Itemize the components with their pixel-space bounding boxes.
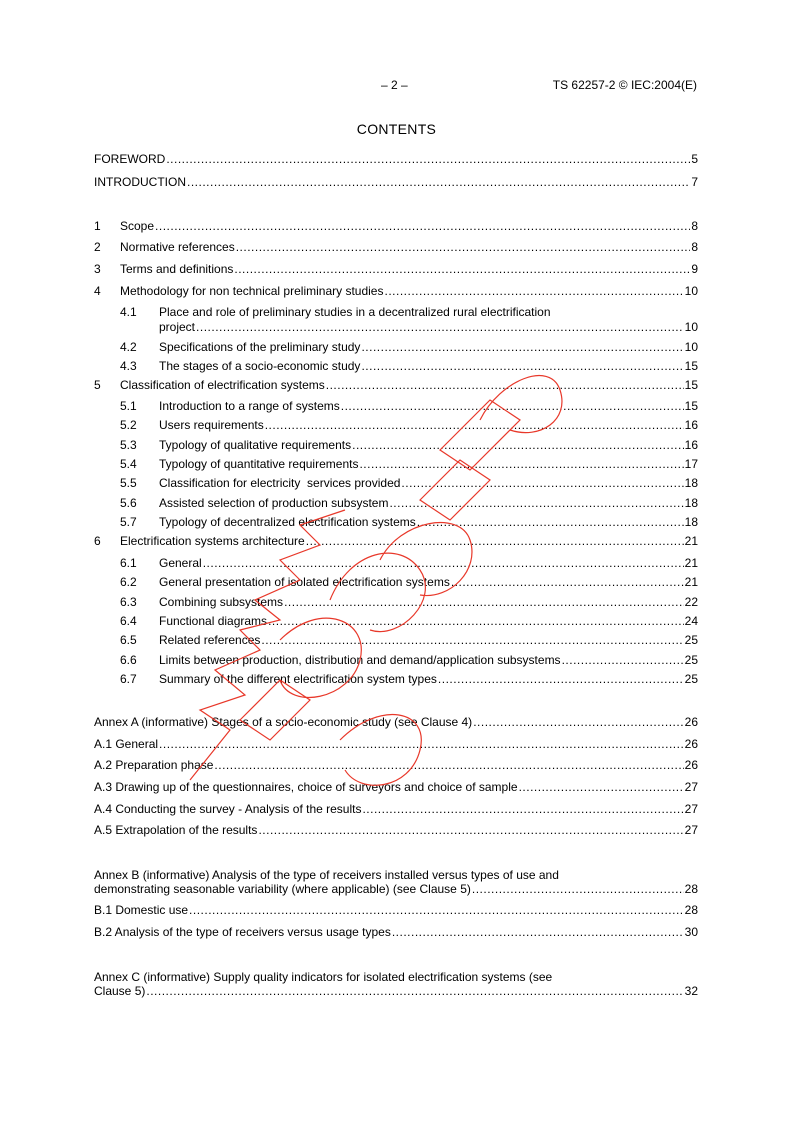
watermark-stroke: [280, 618, 361, 697]
toc-entry-5-7[interactable]: 5.7 Typology of decentralized electrification systems ..... 18: [94, 515, 698, 529]
toc-entry-foreword[interactable]: FOREWORD ..... 5: [94, 152, 698, 166]
toc-entry-2[interactable]: 2 Normative references ..... 8: [94, 240, 698, 254]
toc-entry-5-1[interactable]: 5.1 Introduction to a range of systems ..... 15: [94, 399, 698, 413]
toc-entry-b-2[interactable]: B.2 Analysis of the type of receivers versus usage types ..... 30: [94, 925, 698, 939]
toc-entry-6-4[interactable]: 6.4 Functional diagrams ..... 24: [94, 614, 698, 628]
toc-entry-6-2[interactable]: 6.2 General presentation of isolated electrification systems ..... 21: [94, 575, 698, 589]
toc-entry-4-1-cont[interactable]: project ..... 10: [94, 320, 698, 334]
toc-entry-6-1[interactable]: 6.1 General ..... 21: [94, 556, 698, 570]
toc-entry-6-7[interactable]: 6.7 Summary of the different electrification system types ..... 25: [94, 672, 698, 686]
toc-entry-5[interactable]: 5 Classification of electrification systems ..... 15: [94, 378, 698, 392]
watermark-stroke: [380, 523, 472, 596]
toc-entry-5-2[interactable]: 5.2 Users requirements ..... 16: [94, 418, 698, 432]
toc-entry-4-2[interactable]: 4.2 Specifications of the preliminary study ..... 10: [94, 340, 698, 354]
toc-entry-introduction[interactable]: INTRODUCTION ..... 7: [94, 175, 698, 189]
toc-entry-5-5[interactable]: 5.5 Classification for electricity services provided ..... 18: [94, 476, 698, 490]
toc-entry-a-2[interactable]: A.2 Preparation phase ..... 26: [94, 758, 698, 772]
watermark-stroke: [190, 510, 345, 780]
toc-entry-annex-c-cont[interactable]: Clause 5) ..... 32: [94, 984, 698, 998]
toc-entry-5-4[interactable]: 5.4 Typology of quantitative requirements ..... 17: [94, 457, 698, 471]
page-title: CONTENTS: [356, 121, 437, 137]
toc-entry-6-5[interactable]: 6.5 Related references ..... 25: [94, 633, 698, 647]
watermark: [160, 300, 580, 820]
toc-entry-6-3[interactable]: 6.3 Combining subsystems ..... 22: [94, 595, 698, 609]
watermark-stroke: [440, 400, 520, 470]
toc-entry-annex-a[interactable]: Annex A (informative) Stages of a socio-economic study (see Clause 4) ..... 26: [94, 715, 698, 729]
toc-entry-4[interactable]: 4 Methodology for non technical preliminary studies ..... 10: [94, 284, 698, 298]
toc-entry-a-1[interactable]: A.1 General ..... 26: [94, 737, 698, 751]
watermark-stroke: [340, 715, 421, 786]
toc-entry-6-6[interactable]: 6.6 Limits between production, distribution and demand/application subsystems ..... 25: [94, 653, 698, 667]
watermark-stroke: [480, 376, 562, 433]
toc-entry-5-6[interactable]: 5.6 Assisted selection of production subsystem ..... 18: [94, 496, 698, 510]
toc-entry-3[interactable]: 3 Terms and definitions ..... 9: [94, 262, 698, 276]
watermark-stroke: [240, 680, 310, 740]
toc-entry-a-4[interactable]: A.4 Conducting the survey - Analysis of the results ..... 27: [94, 802, 698, 816]
toc-entry-annex-c[interactable]: Annex C (informative) Supply quality indicators for isolated electrification systems (see: [94, 970, 553, 984]
toc-entry-6[interactable]: 6 Electrification systems architecture ..... 21: [94, 534, 698, 548]
page-number: – 2 –: [381, 78, 408, 92]
toc-entry-annex-b[interactable]: Annex B (informative) Analysis of the type of receivers installed versus types of use and: [94, 868, 559, 882]
standard-reference: TS 62257-2 © IEC:2004(E): [552, 78, 697, 92]
toc-entry-5-3[interactable]: 5.3 Typology of qualitative requirements ..... 16: [94, 438, 698, 452]
toc-entry-4-1[interactable]: 4.1 Place and role of preliminary studies in a decentralized rural electrification: [120, 305, 551, 319]
watermark-stroke: [420, 460, 490, 520]
toc-entry-a-3[interactable]: A.3 Drawing up of the questionnaires, choice of surveyors and choice of sample ..... 27: [94, 780, 698, 794]
toc-entry-4-3[interactable]: 4.3 The stages of a socio-economic study ..... 15: [94, 359, 698, 373]
toc-entry-annex-b-cont[interactable]: demonstrating seasonable variability (where applicable) (see Clause 5) ..... 28: [94, 882, 698, 896]
toc-entry-a-5[interactable]: A.5 Extrapolation of the results ..... 27: [94, 823, 698, 837]
watermark-stroke: [330, 553, 425, 631]
toc-entry-1[interactable]: 1 Scope ..... 8: [94, 219, 698, 233]
toc-entry-b-1[interactable]: B.1 Domestic use ..... 28: [94, 903, 698, 917]
